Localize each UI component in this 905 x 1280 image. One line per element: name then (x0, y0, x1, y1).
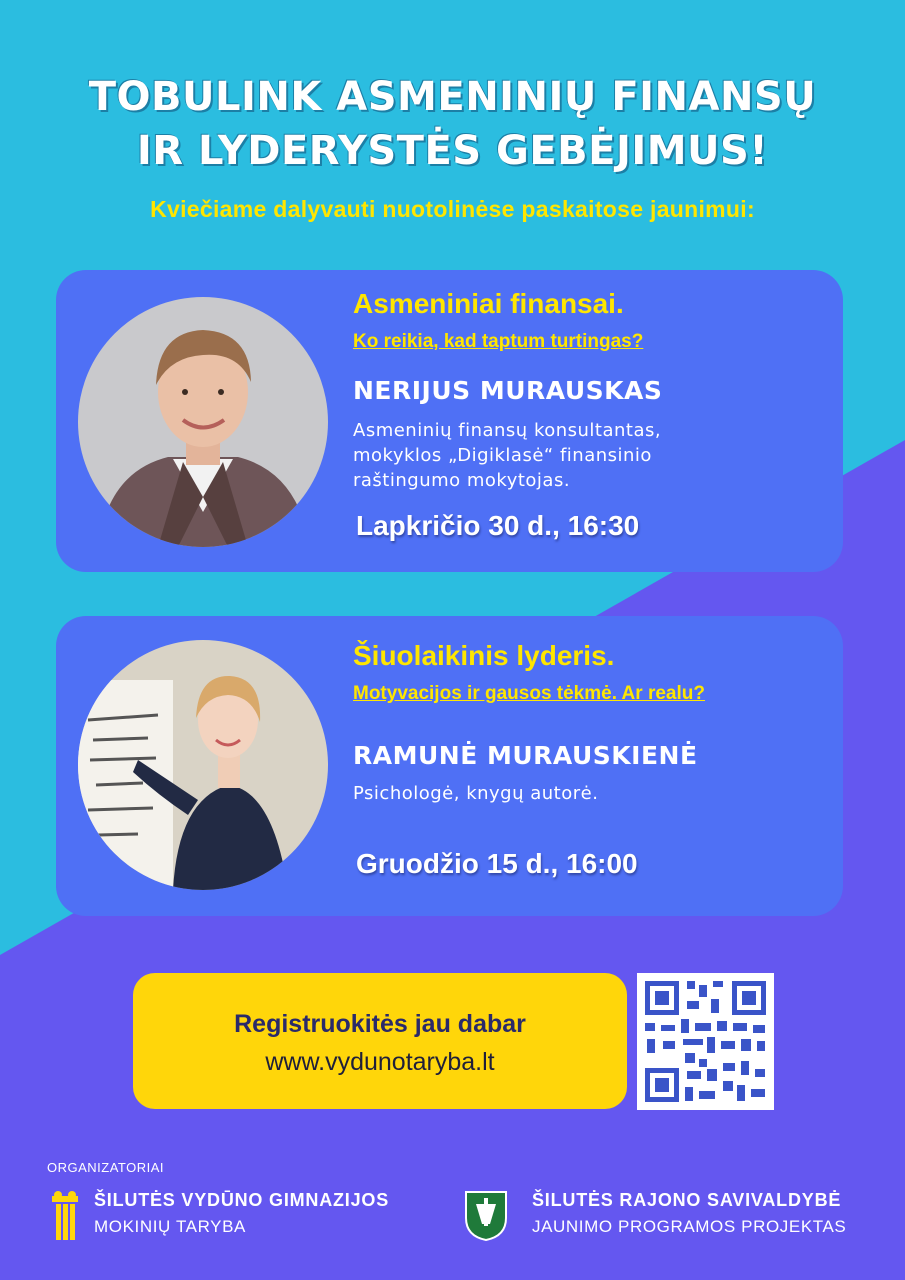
title-line-2: IR LYDERYSTĖS GEBĖJIMUS! (136, 128, 769, 174)
coat-of-arms-icon (464, 1190, 508, 1242)
session-card-leadership (56, 616, 843, 916)
session-question: Ko reikia, kad taptum turtingas? (353, 331, 644, 352)
speaker-role-line: Asmeninių finansų konsultantas, (353, 420, 662, 441)
registration-title: Registruokitės jau dabar (234, 1010, 526, 1038)
speaker-name: NERIJUS MURAUSKAS (353, 376, 663, 405)
page-title (0, 70, 905, 178)
page-subtitle: Kviečiame dalyvauti nuotolinėse paskaitose jaunimui: (150, 196, 755, 222)
session-date: Lapkričio 30 d., 16:30 (356, 510, 640, 541)
speaker-photo-nerijus (78, 297, 328, 547)
registration-box[interactable] (133, 973, 627, 1109)
session-date: Gruodžio 15 d., 16:00 (356, 848, 638, 879)
speaker-name: RAMUNĖ MURAUSKIENĖ (353, 741, 698, 770)
speaker-role (353, 418, 661, 493)
session-card-finance (56, 270, 843, 572)
qr-code-icon[interactable] (637, 973, 774, 1110)
speaker-role (353, 781, 598, 806)
speaker-photo-ramune (78, 640, 328, 890)
session-question: Motyvacijos ir gausos tėkmė. Ar realu? (353, 683, 705, 704)
title-line-1: TOBULINK ASMENINIŲ FINANSŲ (88, 74, 817, 120)
organizers-label: ORGANIZATORIAI (47, 1160, 165, 1175)
speaker-role-line: Psichologė, knygų autorė. (353, 783, 599, 804)
organizer-subtitle: MOKINIŲ TARYBA (94, 1217, 246, 1236)
organizer-name: ŠILUTĖS VYDŪNO GIMNAZIJOS (94, 1190, 390, 1210)
session-topic: Šiuolaikinis lyderis. (353, 640, 615, 671)
organizer-name: ŠILUTĖS RAJONO SAVIVALDYBĖ (532, 1190, 842, 1210)
columns-logo-icon (50, 1190, 80, 1244)
organizer-subtitle: JAUNIMO PROGRAMOS PROJEKTAS (532, 1217, 847, 1236)
registration-link[interactable]: www.vydunotaryba.lt (265, 1048, 495, 1076)
speaker-role-line: raštingumo mokytojas. (353, 470, 571, 491)
session-topic: Asmeniniai finansai. (353, 288, 624, 319)
speaker-role-line: mokyklos „Digiklasė“ finansinio (353, 445, 652, 466)
